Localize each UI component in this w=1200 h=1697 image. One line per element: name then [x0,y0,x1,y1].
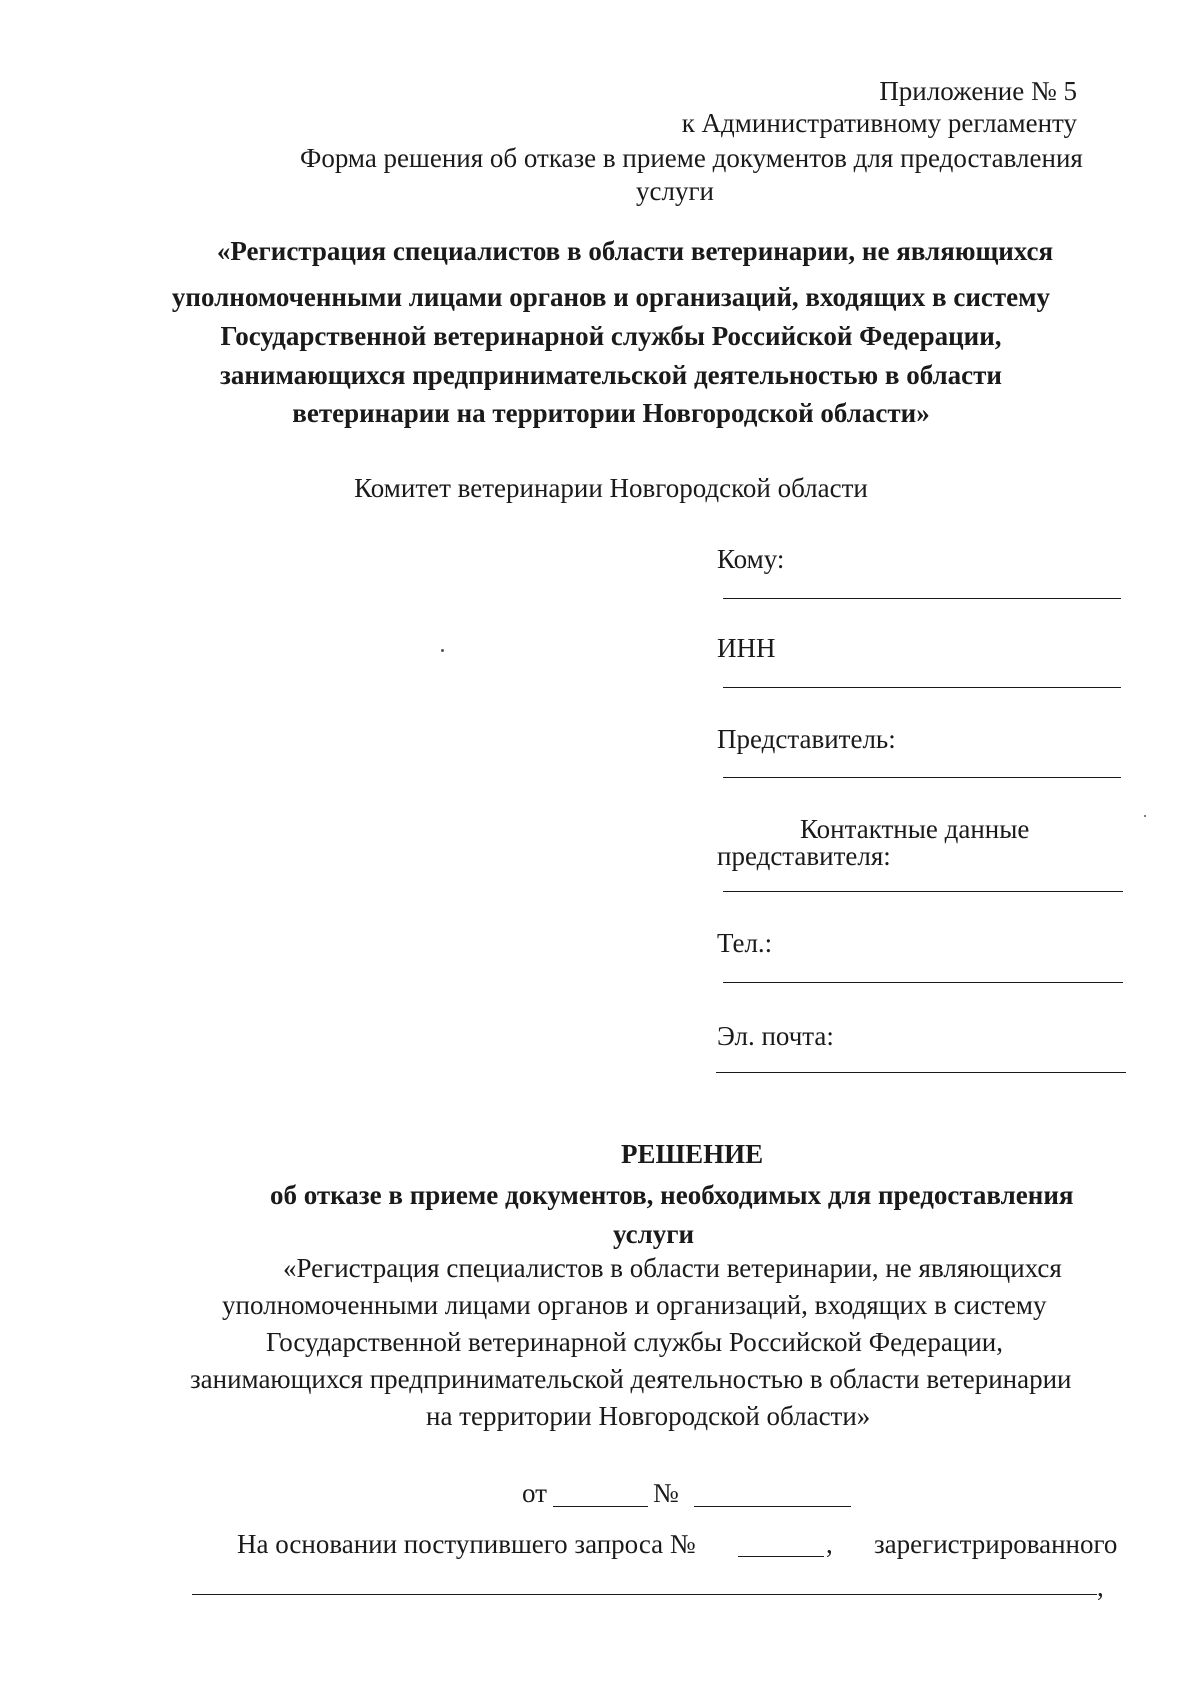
service-title-line-2: уполномоченными лицами органов и организаций, входящих в систему [171,282,1051,312]
form-title-line-1: Форма решения об отказе в приеме документов для предоставления [300,143,1083,173]
contact-label-line-1: Контактные данные [800,814,1030,844]
service-title-line-4: занимающихся предпринимательской деятельностью в области [220,360,1002,390]
decision-service-line-1: «Регистрация специалистов в области ветеринарии, не являющихся [283,1253,1062,1283]
registration-details-line [192,1594,1097,1595]
decision-service-line-3: Государственной ветеринарной службы Российской Федерации, [266,1327,1004,1357]
scan-speck [1144,815,1146,817]
inn-label: ИНН [717,633,776,663]
to-label: Кому: [717,544,785,574]
appendix-number: Приложение № 5 [879,76,1077,106]
decision-service-line-4: занимающихся предпринимательской деятельностью в области ветеринарии [190,1364,1072,1394]
basis-text: На основании поступившего запроса № [237,1529,696,1559]
decision-service-line-5: на территории Новгородской области» [426,1401,871,1431]
request-number-field-line [738,1556,824,1557]
service-title-line-3: Государственной ветеринарной службы Российской Федерации, [220,321,1002,351]
decision-subtitle-line-2: услуги [613,1219,695,1249]
date-field-line [553,1506,648,1507]
representative-field-line [723,777,1121,778]
service-title-line-1: «Регистрация специалистов в области ветеринарии, не являющихся [216,236,1054,266]
decision-service-line-2: уполномоченными лицами органов и организаций, входящих в систему [222,1290,1047,1320]
phone-label: Тел.: [717,928,773,958]
committee-name: Комитет ветеринарии Новгородской области [354,473,868,503]
scan-speck [441,649,444,652]
to-field-line [723,598,1121,599]
decision-subtitle-line-1: об отказе в приеме документов, необходимых для предоставления [270,1180,1074,1210]
basis-comma: , [826,1529,833,1559]
inn-field-line [723,687,1121,688]
representative-label: Представитель: [717,724,896,754]
number-field-line [694,1506,851,1507]
decision-title: РЕШЕНИЕ [621,1139,764,1169]
service-title-line-5: ветеринарии на территории Новгородской области» [292,398,930,428]
date-prefix: от [522,1478,547,1508]
phone-field-line [723,982,1123,983]
contact-label-line-2: представителя: [717,841,891,871]
form-title-line-2: услуги [636,176,714,206]
registered-word: зарегистрированного [874,1529,1118,1559]
email-field-line [716,1072,1126,1073]
number-sign: № [653,1478,679,1508]
contact-field-line [723,891,1123,892]
trailing-comma: , [1097,1572,1104,1602]
regulation-reference: к Административному регламенту [681,108,1077,138]
email-label: Эл. почта: [717,1021,834,1051]
